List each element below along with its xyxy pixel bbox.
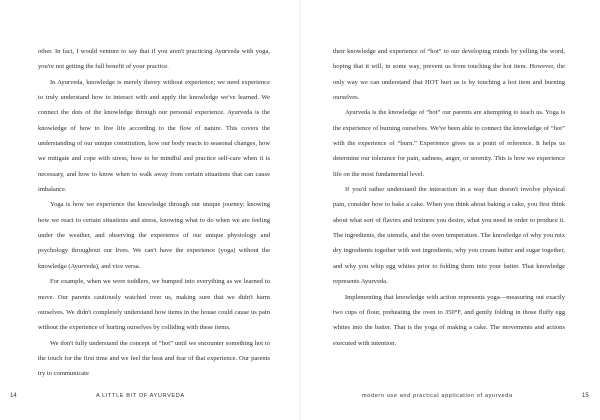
right-text-column <box>333 44 565 351</box>
paragraph: Yoga is how we experience the knowledge through our unique journey: knowing how we react to certain situations and stress, knowing what to do when we are feeling under the weather, and observing the experience of our unique physiology and psychology throughout our lives. We can't have the experience (yoga) without the knowledge (Ayurveda), and vice versa. <box>38 201 270 270</box>
paragraph: Implementing that knowledge with action represents yoga—measuring out exactly two cups of flour, preheating the oven to 350°F, and gently folding in those fluffy egg whites into the batter. That is the yoga of making a cake. The movements and actions executed with intention. <box>333 293 565 347</box>
left-text-column <box>38 44 270 382</box>
running-footer: modern use and practical application of ayurveda <box>362 393 513 399</box>
page-number: 14 <box>10 393 17 399</box>
paragraph: their knowledge and experience of “hot” to our developing minds by yelling the word, hoping that it will, in some way, prevent us from touching the hot item. However, the only way we can understand that HOT hurt us is by touching a hot item and burning ourselves. <box>333 48 565 102</box>
running-footer: A LITTLE BIT OF AYURVEDA <box>96 393 185 399</box>
paragraph: We don't fully understand the concept of “hot” until we encounter something hot to the touch for the first time and we feel the heat and fear of that experience. Our parents try to communicate <box>38 339 270 378</box>
paragraph: In Ayurveda, knowledge is merely theory without experience; we need experience to truly understand how to interact with and apply the knowledge we've learned. We connect the dots of the knowledge through our personal experience. Ayurveda is the knowledge of how to live life according to the flow of nature. This covers the understanding of our unique constitution, how our body reacts to seasonal changes, how we mitigate and cope with stress, how to be mindful and practice self-care when it is necessary, and how to know when to walk away from certain situations that can cause imbalance. <box>38 78 270 194</box>
paragraph: Ayurveda is the knowledge of “hot” our parents are attempting to teach us. Yoga is the experience of burning ourselves. We've been able to connect the knowledge of “hot” with the experience of “burn.” Experience gives us a point of reference. It helps us determine our tolerance for pain, sadness, anger, or serenity. This is how we experience life on the most fundamental level. <box>333 109 565 178</box>
paragraph: If you'd rather understand the interaction in a way that doesn't involve physical pain, consider how to bake a cake. When you think about baking a cake, you first think about what sort of flavors and textures you desire, what you need in order to produce it. The ingredients, the utensils, and the oven temperature. The knowledge of why you mix dry ingredients together with wet ingredients, why you cream butter and sugar together, and why you whip egg whites prior to folding them into your batter. That knowledge represents Ayurveda. <box>333 186 565 286</box>
page-number: 15 <box>582 393 589 399</box>
paragraph: For example, when we were toddlers, we bumped into everything as we learned to move. Our parents cautiously watched over us, making sure that we didn't harm ourselves. We didn't completely understand how items in the house could cause us pain without the experience of hurting ourselves by colliding with these items. <box>38 278 270 332</box>
paragraph: other. In fact, I would venture to say that if you aren't practicing Ayurveda with yoga, you're not getting the full benefit of your practice. <box>38 48 270 71</box>
right-page <box>300 0 600 420</box>
